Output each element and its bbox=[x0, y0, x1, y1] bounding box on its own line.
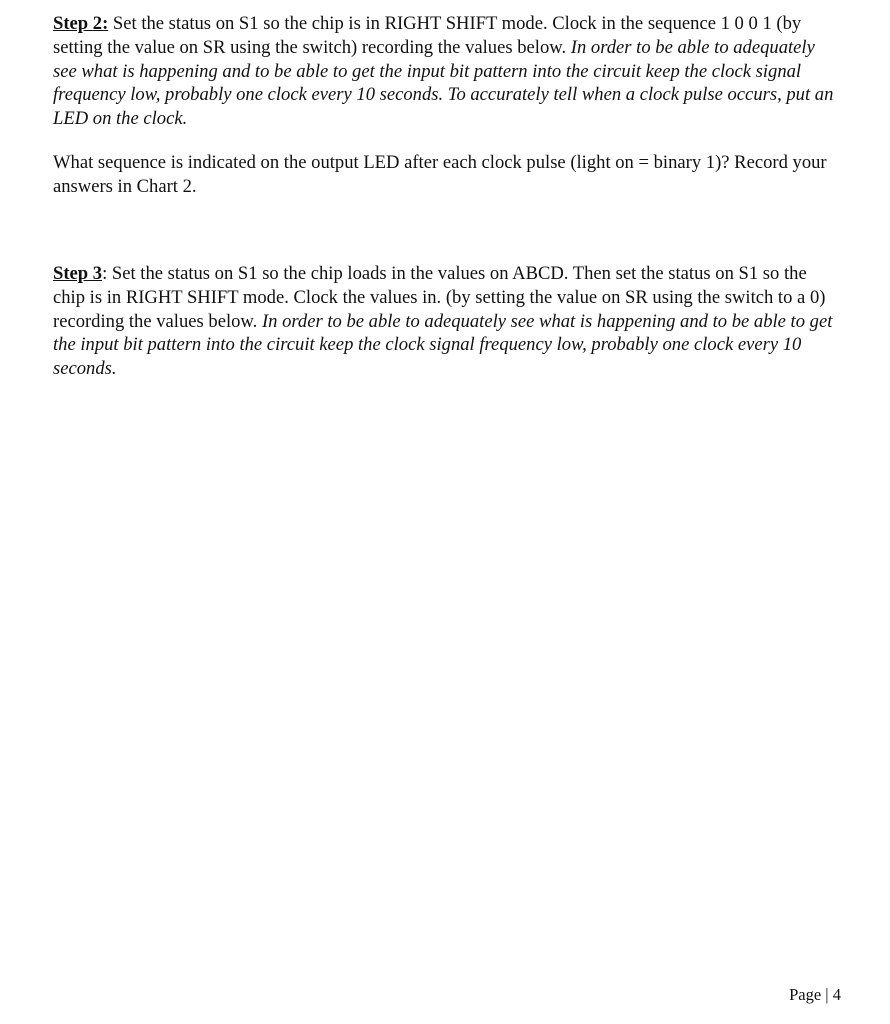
output-led-question: What sequence is indicated on the output LED after each clock pulse (light on = binary 1)? Record your answers in Chart 2. bbox=[53, 152, 827, 197]
step-2-paragraph bbox=[53, 12, 843, 131]
step-3-italic-note: In order to be able to adequately see what is happening and to be able to get the input bit pattern into the circuit keep the clock signal frequency low, probably one clock every 10 seconds. bbox=[53, 310, 833, 380]
page-number: Page | 4 bbox=[789, 985, 841, 1004]
step-3-paragraph bbox=[53, 262, 843, 381]
step-3-text: : Set the status on S1 so the chip loads in the values on ABCD. Then set the status on S1 so the chip is in RIGHT SHIFT mode. Clock the values in. (by setting the value on SR using the switch to a 0) recording the values below. bbox=[53, 263, 826, 332]
step-3-label: Step 3 bbox=[53, 263, 103, 284]
step-2-text: Set the status on S1 so the chip is in RIGHT SHIFT mode. Clock in the sequence 1 0 0 1 (by setting the value on SR using the switch) recording the values below. bbox=[53, 13, 802, 58]
step-2-label: Step 2: bbox=[53, 13, 109, 34]
step-2-italic-note: In order to be able to adequately see what is happening and to be able to get the input bit pattern into the circuit keep the clock signal frequency low, probably one clock every 10 seconds. To accurately tell when a clock pulse occurs, put an LED on the clock. bbox=[53, 36, 834, 130]
